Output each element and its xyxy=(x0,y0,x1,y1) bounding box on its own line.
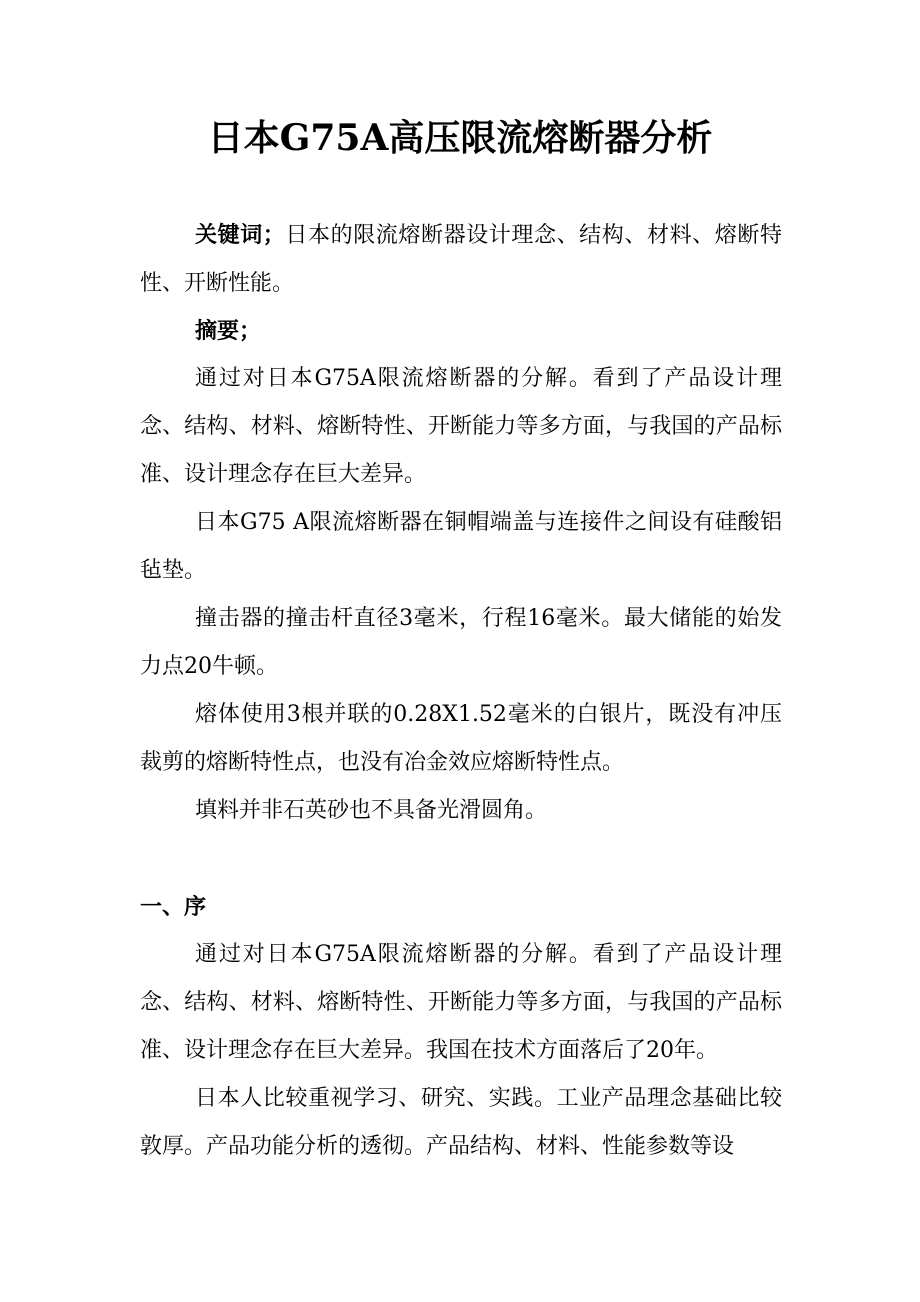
abstract-paragraph-5: 填料并非石英砂也不具备光滑圆角。 xyxy=(195,798,548,823)
keywords-paragraph xyxy=(140,211,782,308)
abstract-label-paragraph xyxy=(140,307,782,356)
keywords-text: 日本的限流熔断器设计理念、结构、材料、熔断特性、开断性能。 xyxy=(140,223,782,296)
document-title: 日本G75A高压限流熔断器分析 xyxy=(207,117,713,159)
abstract-paragraph-1: 通过对日本G75A限流熔断器的分解。看到了产品设计理念、结构、材料、熔断特性、开断能力等多方面，与我国的产品标准、设计理念存在巨大差异。 xyxy=(140,366,782,487)
section1-paragraph-1: 通过对日本G75A限流熔断器的分解。看到了产品设计理念、结构、材料、熔断特性、开断能力等多方面，与我国的产品标准、设计理念存在巨大差异。我国在技术方面落后了20年。 xyxy=(140,942,782,1063)
section-heading-1: 一、序 xyxy=(140,894,207,920)
abstract-paragraph-4: 熔体使用3根并联的0.28X1.52毫米的白银片，既没有冲压裁剪的熔断特性点，也没有冶金效应熔断特性点。 xyxy=(140,702,782,775)
abstract-label: 摘要； xyxy=(195,318,262,344)
abstract-paragraph-2: 日本G75 A限流熔断器在铜帽端盖与连接件之间设有硅酸铝毡垫。 xyxy=(140,510,782,583)
keywords-label: 关键词； xyxy=(195,222,285,248)
section1-paragraph-2: 日本人比较重视学习、研究、实践。工业产品理念基础比较敦厚。产品功能分析的透彻。产品结构、材料、性能参数等设 xyxy=(140,1086,782,1159)
abstract-paragraph-3: 撞击器的撞击杆直径3毫米，行程16毫米。最大储能的始发力点20牛顿。 xyxy=(140,606,782,679)
